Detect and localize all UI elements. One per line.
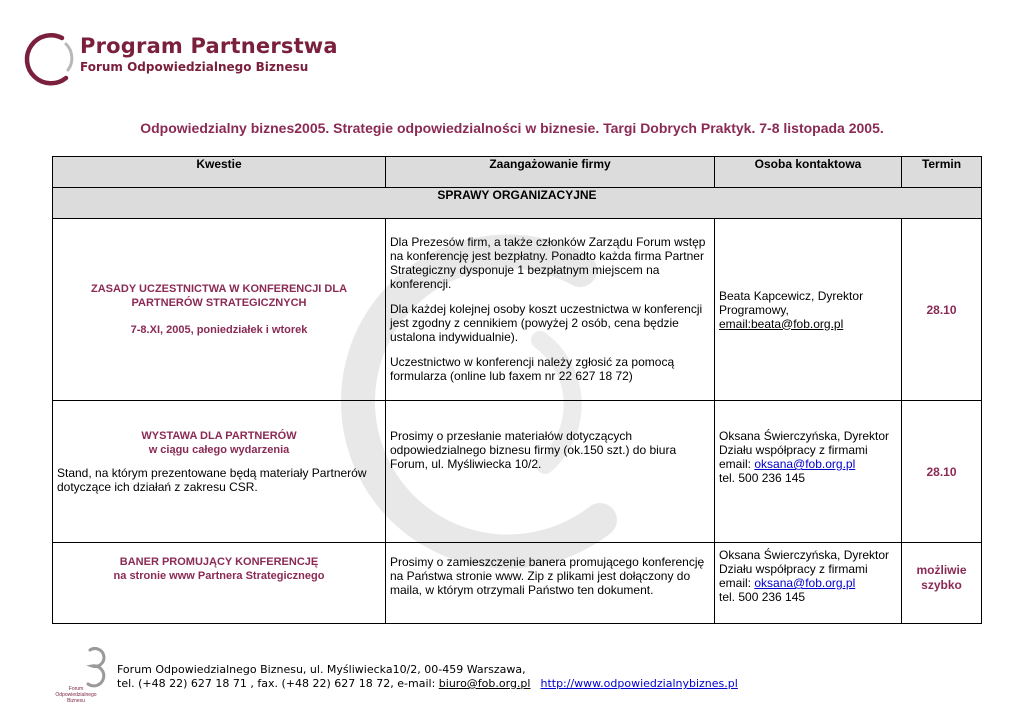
issue-subtitle: w ciągu całego wydarzenia [148,444,290,456]
term-cell [902,543,982,624]
issue-cell [53,543,386,624]
footer-phone-fax: tel. (+48 22) 627 18 71 , fax. (+48 22) 627 18 72, e-mail: [117,677,439,690]
header-term: Termin [902,157,982,188]
issue-cell [53,219,386,401]
program-table [52,156,982,624]
contact-role: Działu współpracy z firmami [719,443,868,457]
issue-title: BANER PROMUJĄCY KONFERENCJĘ [119,556,319,568]
issue-note: Stand, na którym prezentowane będą materiały Partnerów dotyczące ich działań z zakresu CSR. [57,466,367,494]
contact-phone: tel. 500 236 145 [719,590,806,604]
term-line: możliwie [916,563,967,577]
contact-email-label: email: [719,576,755,590]
term-cell: 28.10 [902,401,982,543]
table-row [53,543,982,624]
contact-email-link[interactable]: oksana@fob.org.pl [754,576,856,590]
contact-phone: tel. 500 236 145 [719,471,806,485]
issue-title: ZASADY UCZESTNICTWA W KONFERENCJI DLA PARTNERÓW STRATEGICZNYCH [90,283,348,309]
issue-date: 7-8.XI, 2005, poniedziałek i wtorek [130,324,308,336]
commitment-paragraph: Uczestnictwo w konferencji należy zgłosić za pomocą formularza (online lub faxem nr 22 627 18 72) [390,355,675,383]
commitment-cell: Prosimy o zamieszczenie banera promującego konferencję na Państwa stronie www. Zip z plikami jest dołączony do maila, w którym otrzymali Państwo ten dokument. [386,543,715,624]
footer [117,663,738,691]
table-row [53,219,982,401]
table-header-row [53,157,982,188]
contact-cell [715,543,902,624]
commitment-paragraph: Dla Prezesów firm, a także członków Zarządu Forum wstęp na konferencję jest bezpłatny. Ponadto każda firma Partner Strategiczny dysponuje 1 bezpłatnym miejscem na konferencji. [390,235,706,291]
issue-title: WYSTAWA DLA PARTNERÓW [141,430,297,442]
document-title: Odpowiedzialny biznes2005. Strategie odpowiedzialności w biznesie. Targi Dobrych Praktyk. 7-8 listopada 2005. [140,120,884,136]
contact-role: Działu współpracy z firmami [719,562,868,576]
table-row [53,401,982,543]
section-title: SPRAWY ORGANIZACYJNE [53,188,982,219]
commitment-cell: Prosimy o przesłanie materiałów dotyczących odpowiedzialnego biznesu firmy (ok.150 szt.) do biura Forum, ul. Myśliwiecka 10/2. [386,401,715,543]
term-line: szybko [921,578,962,592]
contact-name: Oksana Świerczyńska, Dyrektor [719,548,890,562]
contact-email-link[interactable]: email:beata@fob.org.pl [719,316,844,331]
logo-title: Program Partnerstwa [80,34,338,58]
commitment-paragraph: Dla każdej kolejnej osoby koszt uczestnictwa w konferencji jest zgodny z cennikiem (powyżej 2 osób, cena będzie ustalona indywidualnie). [390,302,703,344]
commitment-cell [386,219,715,401]
contact-email-label: email: [719,457,755,471]
contact-name: Oksana Świerczyńska, Dyrektor [719,429,890,443]
header-contact: Osoba kontaktowa [715,157,902,188]
issue-cell [53,401,386,543]
footer-logo-icon [46,646,106,690]
logo-subtitle: Forum Odpowiedzialnego Biznesu [80,60,309,74]
logo-ring-icon [22,30,78,88]
term-cell: 28.10 [902,219,982,401]
footer-logo-text: Forum Odpowiedzialnego Biznesu [55,686,97,704]
section-row [53,188,982,219]
footer-address: Forum Odpowiedzialnego Biznesu, ul. Myśliwiecka10/2, 00-459 Warszawa, [117,663,526,676]
header-issues: Kwestie [53,157,386,188]
footer-email-link[interactable]: biuro@fob.org.pl [438,677,531,690]
footer-logo [46,646,106,706]
header-commitment: Zaangażowanie firmy [386,157,715,188]
contact-email-link[interactable]: oksana@fob.org.pl [754,457,856,471]
contact-cell [715,219,902,401]
contact-role: Programowy, [719,302,789,317]
footer-website-link[interactable]: http://www.odpowiedzialnybiznes.pl [540,677,738,690]
issue-subtitle: na stronie www Partnera Strategicznego [113,570,325,582]
contact-cell [715,401,902,543]
program-logo [22,30,338,88]
contact-name: Beata Kapcewicz, Dyrektor [719,288,864,303]
